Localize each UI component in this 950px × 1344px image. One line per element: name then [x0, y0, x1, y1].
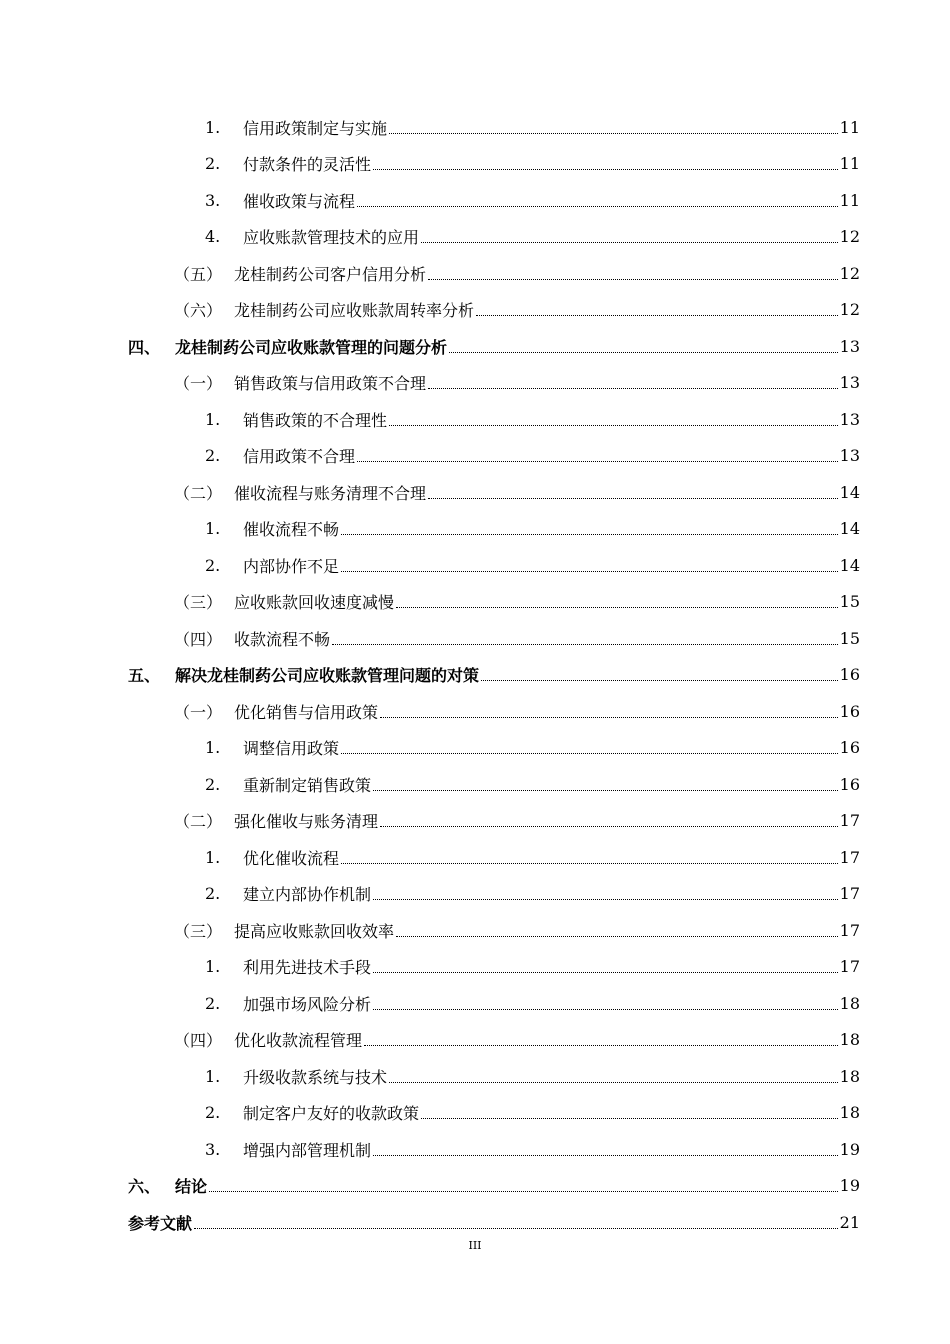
toc-entry[interactable]	[128, 912, 860, 949]
toc-entry-page: 13	[839, 373, 860, 393]
toc-entry-title: 增强内部管理机制	[243, 1140, 372, 1160]
toc-entry-page: 17	[839, 920, 860, 940]
toc-entry-page: 12	[839, 263, 860, 283]
toc-entry-number: （三）	[174, 593, 223, 613]
dot-leader	[373, 1155, 838, 1156]
toc-entry-number: （四）	[174, 1031, 223, 1051]
toc-entry-page: 14	[839, 555, 860, 575]
toc-entry[interactable]	[128, 1022, 860, 1059]
dot-leader	[396, 936, 838, 937]
toc-entry-title: 催收流程与账务清理不合理	[234, 483, 427, 503]
toc-entry-title: 催收流程不畅	[243, 520, 340, 540]
toc-entry-page: 13	[839, 446, 860, 466]
toc-entry-title: 内部协作不足	[243, 556, 340, 576]
dot-leader	[341, 534, 838, 535]
toc-entry-title: 信用政策制定与实施	[243, 118, 388, 138]
table-of-contents	[128, 109, 860, 1241]
toc-entry-page: 19	[839, 1139, 860, 1159]
toc-entry-number: （三）	[174, 921, 223, 941]
dot-leader	[357, 206, 838, 207]
toc-entry[interactable]	[128, 766, 860, 803]
dot-leader	[481, 680, 838, 681]
toc-entry-page: 17	[839, 884, 860, 904]
toc-entry-page: 17	[839, 811, 860, 831]
toc-entry-page: 14	[839, 482, 860, 502]
toc-entry-title: 应收账款管理技术的应用	[243, 228, 420, 248]
toc-entry-page: 18	[839, 993, 860, 1013]
toc-entry-page: 11	[839, 190, 860, 210]
toc-entry[interactable]	[128, 292, 860, 329]
dot-leader	[476, 315, 838, 316]
toc-entry-title: 提高应收账款回收效率	[234, 921, 395, 941]
toc-entry-number: （一）	[174, 702, 223, 722]
toc-entry-title: 参考文献	[128, 1213, 193, 1233]
toc-entry-title: 销售政策与信用政策不合理	[234, 374, 427, 394]
toc-entry-number: 3.	[205, 1139, 221, 1159]
toc-entry-title: 销售政策的不合理性	[243, 410, 388, 430]
toc-entry-number: （四）	[174, 629, 223, 649]
toc-entry-number: 四、	[128, 337, 161, 357]
toc-entry[interactable]	[128, 438, 860, 475]
dot-leader	[209, 1191, 838, 1192]
toc-entry-number: 1.	[205, 957, 221, 977]
toc-entry-page: 16	[839, 701, 860, 721]
dot-leader	[389, 133, 838, 134]
toc-entry-number: （五）	[174, 264, 223, 284]
dot-leader	[373, 899, 838, 900]
toc-entry-number: 1.	[205, 409, 221, 429]
toc-entry[interactable]	[128, 109, 860, 146]
toc-entry-page: 11	[839, 117, 860, 137]
toc-entry[interactable]	[128, 803, 860, 840]
toc-entry-number: （六）	[174, 301, 223, 321]
toc-entry[interactable]	[128, 511, 860, 548]
toc-entry[interactable]	[128, 693, 860, 730]
toc-entry-page: 16	[839, 774, 860, 794]
toc-entry-title: 升级收款系统与技术	[243, 1067, 388, 1087]
dot-leader	[194, 1228, 838, 1229]
toc-entry-page: 13	[839, 409, 860, 429]
toc-entry-page: 14	[839, 519, 860, 539]
toc-entry[interactable]	[128, 401, 860, 438]
toc-entry[interactable]	[128, 949, 860, 986]
toc-entry[interactable]	[128, 474, 860, 511]
toc-entry-title: 龙桂制药公司应收账款周转率分析	[234, 301, 475, 321]
toc-entry-page: 11	[839, 154, 860, 174]
toc-entry-page: 16	[839, 738, 860, 758]
dot-leader	[341, 863, 838, 864]
toc-entry-page: 17	[839, 957, 860, 977]
toc-entry-number: 2.	[205, 154, 221, 174]
toc-entry-title: 应收账款回收速度减慢	[234, 593, 395, 613]
toc-entry-title: 解决龙桂制药公司应收账款管理问题的对策	[175, 666, 480, 686]
dot-leader	[421, 242, 838, 243]
dot-leader	[389, 425, 838, 426]
toc-entry-page: 17	[839, 847, 860, 867]
dot-leader	[449, 352, 838, 353]
toc-entry[interactable]	[128, 219, 860, 256]
toc-entry-page: 19	[839, 1176, 860, 1196]
toc-entry-page: 15	[839, 592, 860, 612]
dot-leader	[389, 1082, 838, 1083]
dot-leader	[380, 826, 838, 827]
toc-entry-number: （二）	[174, 483, 223, 503]
toc-entry[interactable]	[128, 730, 860, 767]
toc-entry-title: 龙桂制药公司应收账款管理的问题分析	[175, 337, 448, 357]
toc-entry-number: 六、	[128, 1177, 161, 1197]
toc-entry[interactable]	[128, 255, 860, 292]
toc-entry-number: 2.	[205, 1103, 221, 1123]
toc-entry-title: 加强市场风险分析	[243, 994, 372, 1014]
dot-leader	[332, 644, 838, 645]
toc-entry-title: 制定客户友好的收款政策	[243, 1104, 420, 1124]
toc-entry-number: 3.	[205, 190, 221, 210]
toc-entry[interactable]	[128, 1168, 860, 1205]
dot-leader	[380, 717, 838, 718]
dot-leader	[373, 972, 838, 973]
toc-entry-number: 4.	[205, 227, 221, 247]
toc-entry-number: 1.	[205, 519, 221, 539]
toc-entry-title: 优化催收流程	[243, 848, 340, 868]
toc-entry-title: 建立内部协作机制	[243, 885, 372, 905]
dot-leader	[373, 1009, 838, 1010]
toc-entry[interactable]	[128, 1131, 860, 1168]
toc-entry[interactable]	[128, 839, 860, 876]
toc-entry-page: 13	[839, 336, 860, 356]
toc-entry[interactable]	[128, 657, 860, 694]
toc-entry-page: 18	[839, 1030, 860, 1050]
toc-entry[interactable]	[128, 620, 860, 657]
dot-leader	[364, 1045, 838, 1046]
toc-entry-number: 2.	[205, 555, 221, 575]
toc-entry-title: 收款流程不畅	[234, 629, 331, 649]
toc-entry-number: 1.	[205, 117, 221, 137]
toc-entry[interactable]	[128, 365, 860, 402]
toc-entry[interactable]	[128, 876, 860, 913]
toc-entry-page: 18	[839, 1066, 860, 1086]
toc-entry[interactable]	[128, 328, 860, 365]
toc-entry[interactable]	[128, 1095, 860, 1132]
toc-entry-title: 重新制定销售政策	[243, 775, 372, 795]
toc-entry-title: 付款条件的灵活性	[243, 155, 372, 175]
dot-leader	[373, 790, 838, 791]
toc-entry-title: 优化销售与信用政策	[234, 702, 379, 722]
toc-entry-page: 21	[839, 1212, 860, 1232]
toc-entry[interactable]	[128, 1204, 860, 1241]
dot-leader	[396, 607, 838, 608]
page-number: III	[468, 1239, 482, 1252]
toc-entry-number: 1.	[205, 738, 221, 758]
dot-leader	[373, 169, 838, 170]
toc-entry[interactable]	[128, 146, 860, 183]
toc-entry-number: （二）	[174, 812, 223, 832]
toc-entry-number: 2.	[205, 993, 221, 1013]
dot-leader	[341, 571, 838, 572]
toc-entry-number: 2.	[205, 884, 221, 904]
toc-entry-title: 催收政策与流程	[243, 191, 356, 211]
toc-entry-page: 12	[839, 227, 860, 247]
toc-entry-number: （一）	[174, 374, 223, 394]
toc-entry[interactable]	[128, 584, 860, 621]
toc-entry-title: 优化收款流程管理	[234, 1031, 363, 1051]
toc-entry-page: 18	[839, 1103, 860, 1123]
dot-leader	[341, 753, 838, 754]
toc-entry-title: 结论	[175, 1177, 208, 1197]
dot-leader	[428, 279, 838, 280]
toc-entry[interactable]	[128, 985, 860, 1022]
toc-entry[interactable]	[128, 182, 860, 219]
toc-entry-title: 信用政策不合理	[243, 447, 356, 467]
dot-leader	[421, 1118, 838, 1119]
toc-entry-title: 调整信用政策	[243, 739, 340, 759]
toc-entry-number: 2.	[205, 446, 221, 466]
toc-entry-number: 2.	[205, 774, 221, 794]
toc-entry-page: 15	[839, 628, 860, 648]
toc-entry[interactable]	[128, 1058, 860, 1095]
toc-entry-title: 强化催收与账务清理	[234, 812, 379, 832]
toc-entry-page: 12	[839, 300, 860, 320]
dot-leader	[428, 388, 838, 389]
toc-entry-title: 利用先进技术手段	[243, 958, 372, 978]
toc-entry[interactable]	[128, 547, 860, 584]
toc-entry-number: 1.	[205, 847, 221, 867]
toc-entry-title: 龙桂制药公司客户信用分析	[234, 264, 427, 284]
toc-entry-number: 1.	[205, 1066, 221, 1086]
toc-entry-number: 五、	[128, 666, 161, 686]
toc-entry-page: 16	[839, 665, 860, 685]
dot-leader	[428, 498, 838, 499]
dot-leader	[357, 461, 838, 462]
